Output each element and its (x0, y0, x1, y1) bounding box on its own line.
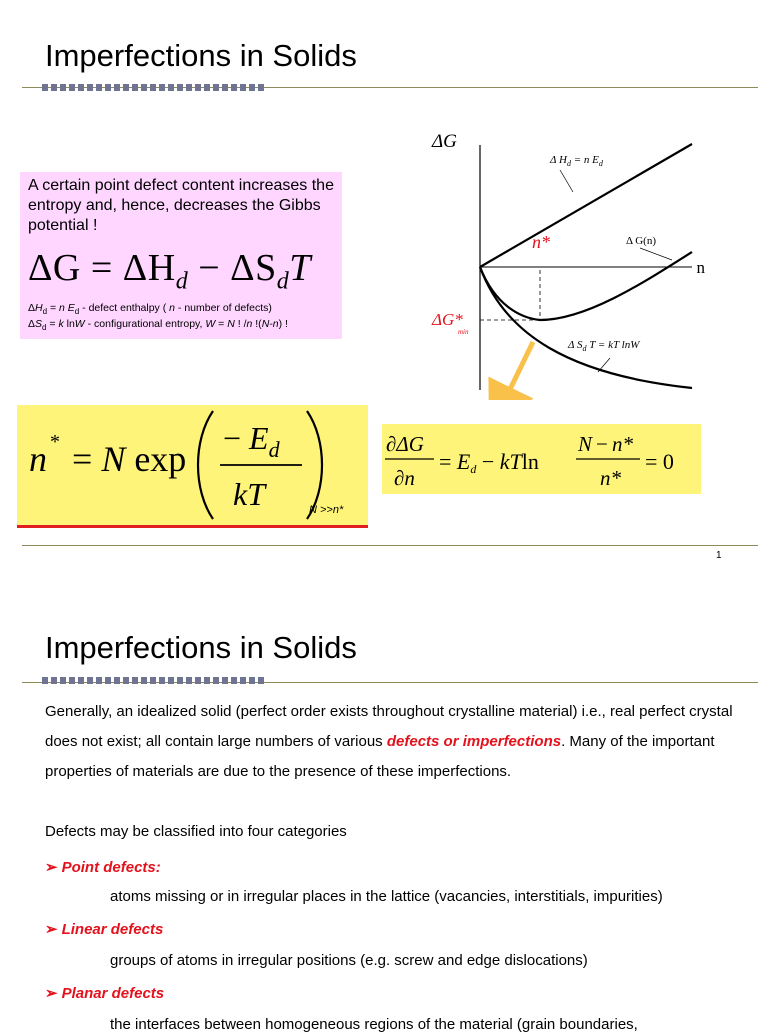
gmin-label: ΔG* (432, 310, 463, 329)
slide-title: Imperfections in Solids (45, 630, 357, 665)
derivative-formula-box (382, 424, 701, 494)
bullet-arrow-icon: ➢ (45, 859, 58, 876)
category-point-defects: ➢ Point defects: (45, 859, 161, 876)
svg-text:kT: kT (233, 476, 265, 512)
gibbs-curve (480, 252, 692, 320)
categories-intro: Defects may be classified into four categories (45, 823, 347, 840)
gibbs-energy-diagram (410, 120, 710, 400)
enthalpy-leader (560, 170, 573, 192)
paragraph-text-1: Generally, an idealized solid (perfect order exists throughout crystalline material) i.e., real perfect crystal does not exist; all contain large numbers of various (45, 703, 733, 750)
title-dash-bar (42, 677, 266, 684)
paragraph-emphasis: defects or imperfections (386, 733, 562, 750)
pointer-arrow (500, 342, 533, 400)
svg-text:N: N (578, 432, 593, 456)
entropy-leader (598, 358, 610, 372)
svg-text:− Ed: − $E_d$ (223, 420, 280, 462)
nstar-label: n* (532, 232, 550, 252)
enthalpy-note: $\Delta H_d = n$ $E_d$ - defect enthalpy ( n - number of defects) (28, 301, 272, 316)
category-planar-defects: ➢ Planar defects (45, 985, 165, 1002)
svg-text:∂ΔG: ∂ΔG (386, 432, 424, 456)
gibbs-leader (640, 248, 672, 260)
category-description: the interfaces between homogeneous regions of the material (grain boundaries, (110, 1016, 638, 1033)
statement-text: A certain point defect content increases the entropy and, hence, decreases the Gibbs potential ! (28, 177, 334, 234)
svg-text:n*: n* (612, 432, 633, 456)
category-description: groups of atoms in irregular positions (e.g. screw and edge dislocations) (110, 952, 588, 969)
svg-text:= Ed − kTln: = Ed − kTln (439, 449, 539, 476)
svg-text:= 0: = 0 (645, 449, 674, 474)
derivative-formula (382, 424, 701, 494)
svg-text:∂n: ∂n (394, 466, 415, 490)
x-axis-label: n (696, 258, 705, 277)
gibbs-statement-box (20, 172, 342, 339)
page-number: 1 (716, 550, 722, 561)
title-dash-bar (42, 84, 266, 91)
nstar-formula-box (17, 405, 368, 528)
svg-text:−: − (596, 432, 608, 456)
gibbs-equation: $\Delta G = \Delta H_d - \Delta S_dT$ (28, 247, 311, 295)
bullet-arrow-icon: ➢ (45, 921, 58, 938)
slide-title: Imperfections in Solids (45, 38, 357, 73)
entropy-label: Δ $S_d$ T = kT lnW (568, 339, 640, 353)
paragraph-text-2: . Many of the important properties of materials are due to the presence of these imperfections. (45, 733, 715, 780)
bullet-arrow-icon: ➢ (45, 985, 58, 1002)
slide-2 (0, 600, 768, 1033)
enthalpy-label: Δ $H_d = n$ $E_d$ (550, 154, 603, 168)
slide-separator (22, 545, 758, 546)
category-description: atoms missing or in irregular places in the lattice (vacancies, interstitials, impurities) (110, 888, 663, 905)
entropy-note: $\Delta S_d = k$ lnW - configurational entropy, W = N ! /n !(N-n) ! (28, 317, 288, 332)
entropy-curve (480, 267, 692, 388)
category-linear-defects: ➢ Linear defects (45, 921, 164, 938)
gibbs-label: Δ G(n) (626, 235, 656, 247)
svg-text:= N exp: = N exp (72, 439, 187, 479)
y-axis-label: ΔG (432, 131, 457, 152)
gmin-subscript: min (458, 328, 469, 336)
svg-text:n: n (29, 439, 47, 479)
svg-text:n*: n* (600, 466, 621, 490)
intro-paragraph (45, 697, 735, 787)
svg-text:*: * (50, 431, 60, 453)
nstar-formula (17, 405, 368, 525)
formula-subscript: N >>n* (309, 504, 344, 516)
